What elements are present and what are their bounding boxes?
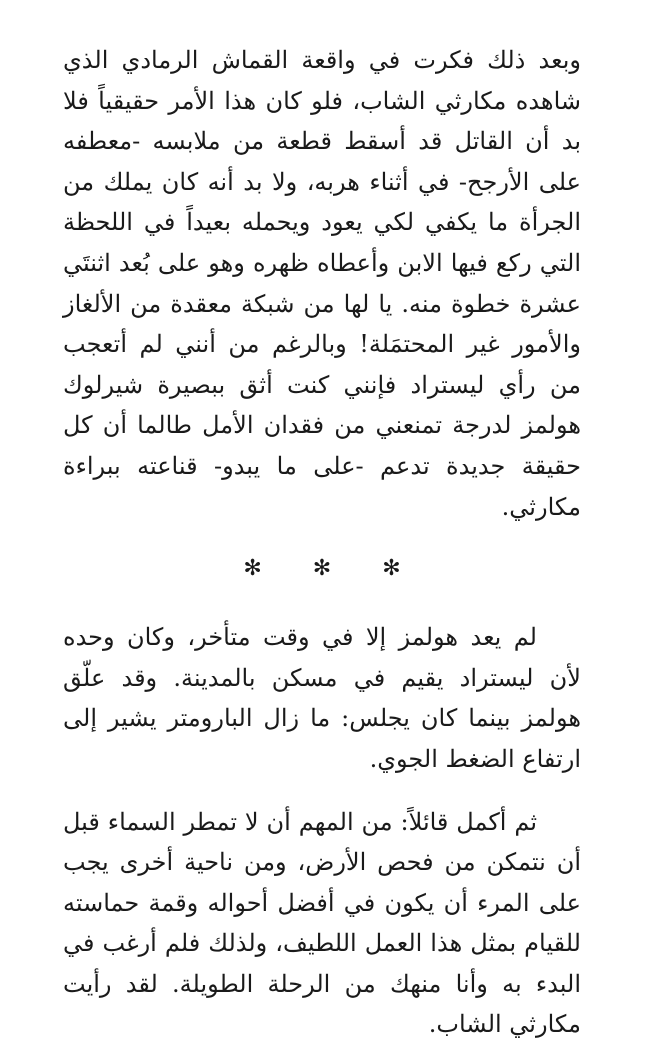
- paragraph-grey-cloth-reflection: وبعد ذلك فكرت في واقعة القماش الرمادي الذي شاهده مكارثي الشاب، فلو كان هذا الأمر حقيقياً فلا بد أن القاتل قد أسقط قطعة من ملابسه -معطفه على الأرجح- في أثناء هربه، ولا بد أنه كان يملك من الجرأة ما يكفي لكي يعود ويحمله بعيداً في اللحظة التي ركع فيها الابن وأعطاه ظهره وهو على بُعد اثنتَي عشرة خطوة منه. يا لها من شبكة معقدة من الألغاز والأمور غير المحتمَلة! وبالرغم من أنني لم أتعجب من رأي ليستراد فإنني كنت أثق ببصيرة شيرلوك هولمز لدرجة تمنعني من فقدان الأمل طالما أن كل حقيقة جديدة تدعم -على ما يبدو- قناعته ببراءة مكارثي.: [63, 40, 581, 527]
- section-separator: ✻ ✻ ✻: [63, 554, 581, 584]
- paragraph-holmes-returns: لم يعد هولمز إلا في وقت متأخر، وكان وحده لأن ليستراد يقيم في مسكن بالمدينة. وقد علّق هولمز بينما كان يجلس: ما زال البارومتر يشير إلى ارتفاع الضغط الجوي.: [63, 617, 581, 779]
- paragraph-holmes-continues: ثم أكمل قائلاً: من المهم أن لا تمطر السماء قبل أن نتمكن من فحص الأرض، ومن ناحية أخرى يجب على المرء أن يكون في أفضل أحواله وقمة حماسته للقيام بمثل هذا العمل اللطيف، ولذلك فلم أرغب في البدء به وأنا منهك من الرحلة الطويلة. لقد رأيت مكارثي الشاب.: [63, 802, 581, 1045]
